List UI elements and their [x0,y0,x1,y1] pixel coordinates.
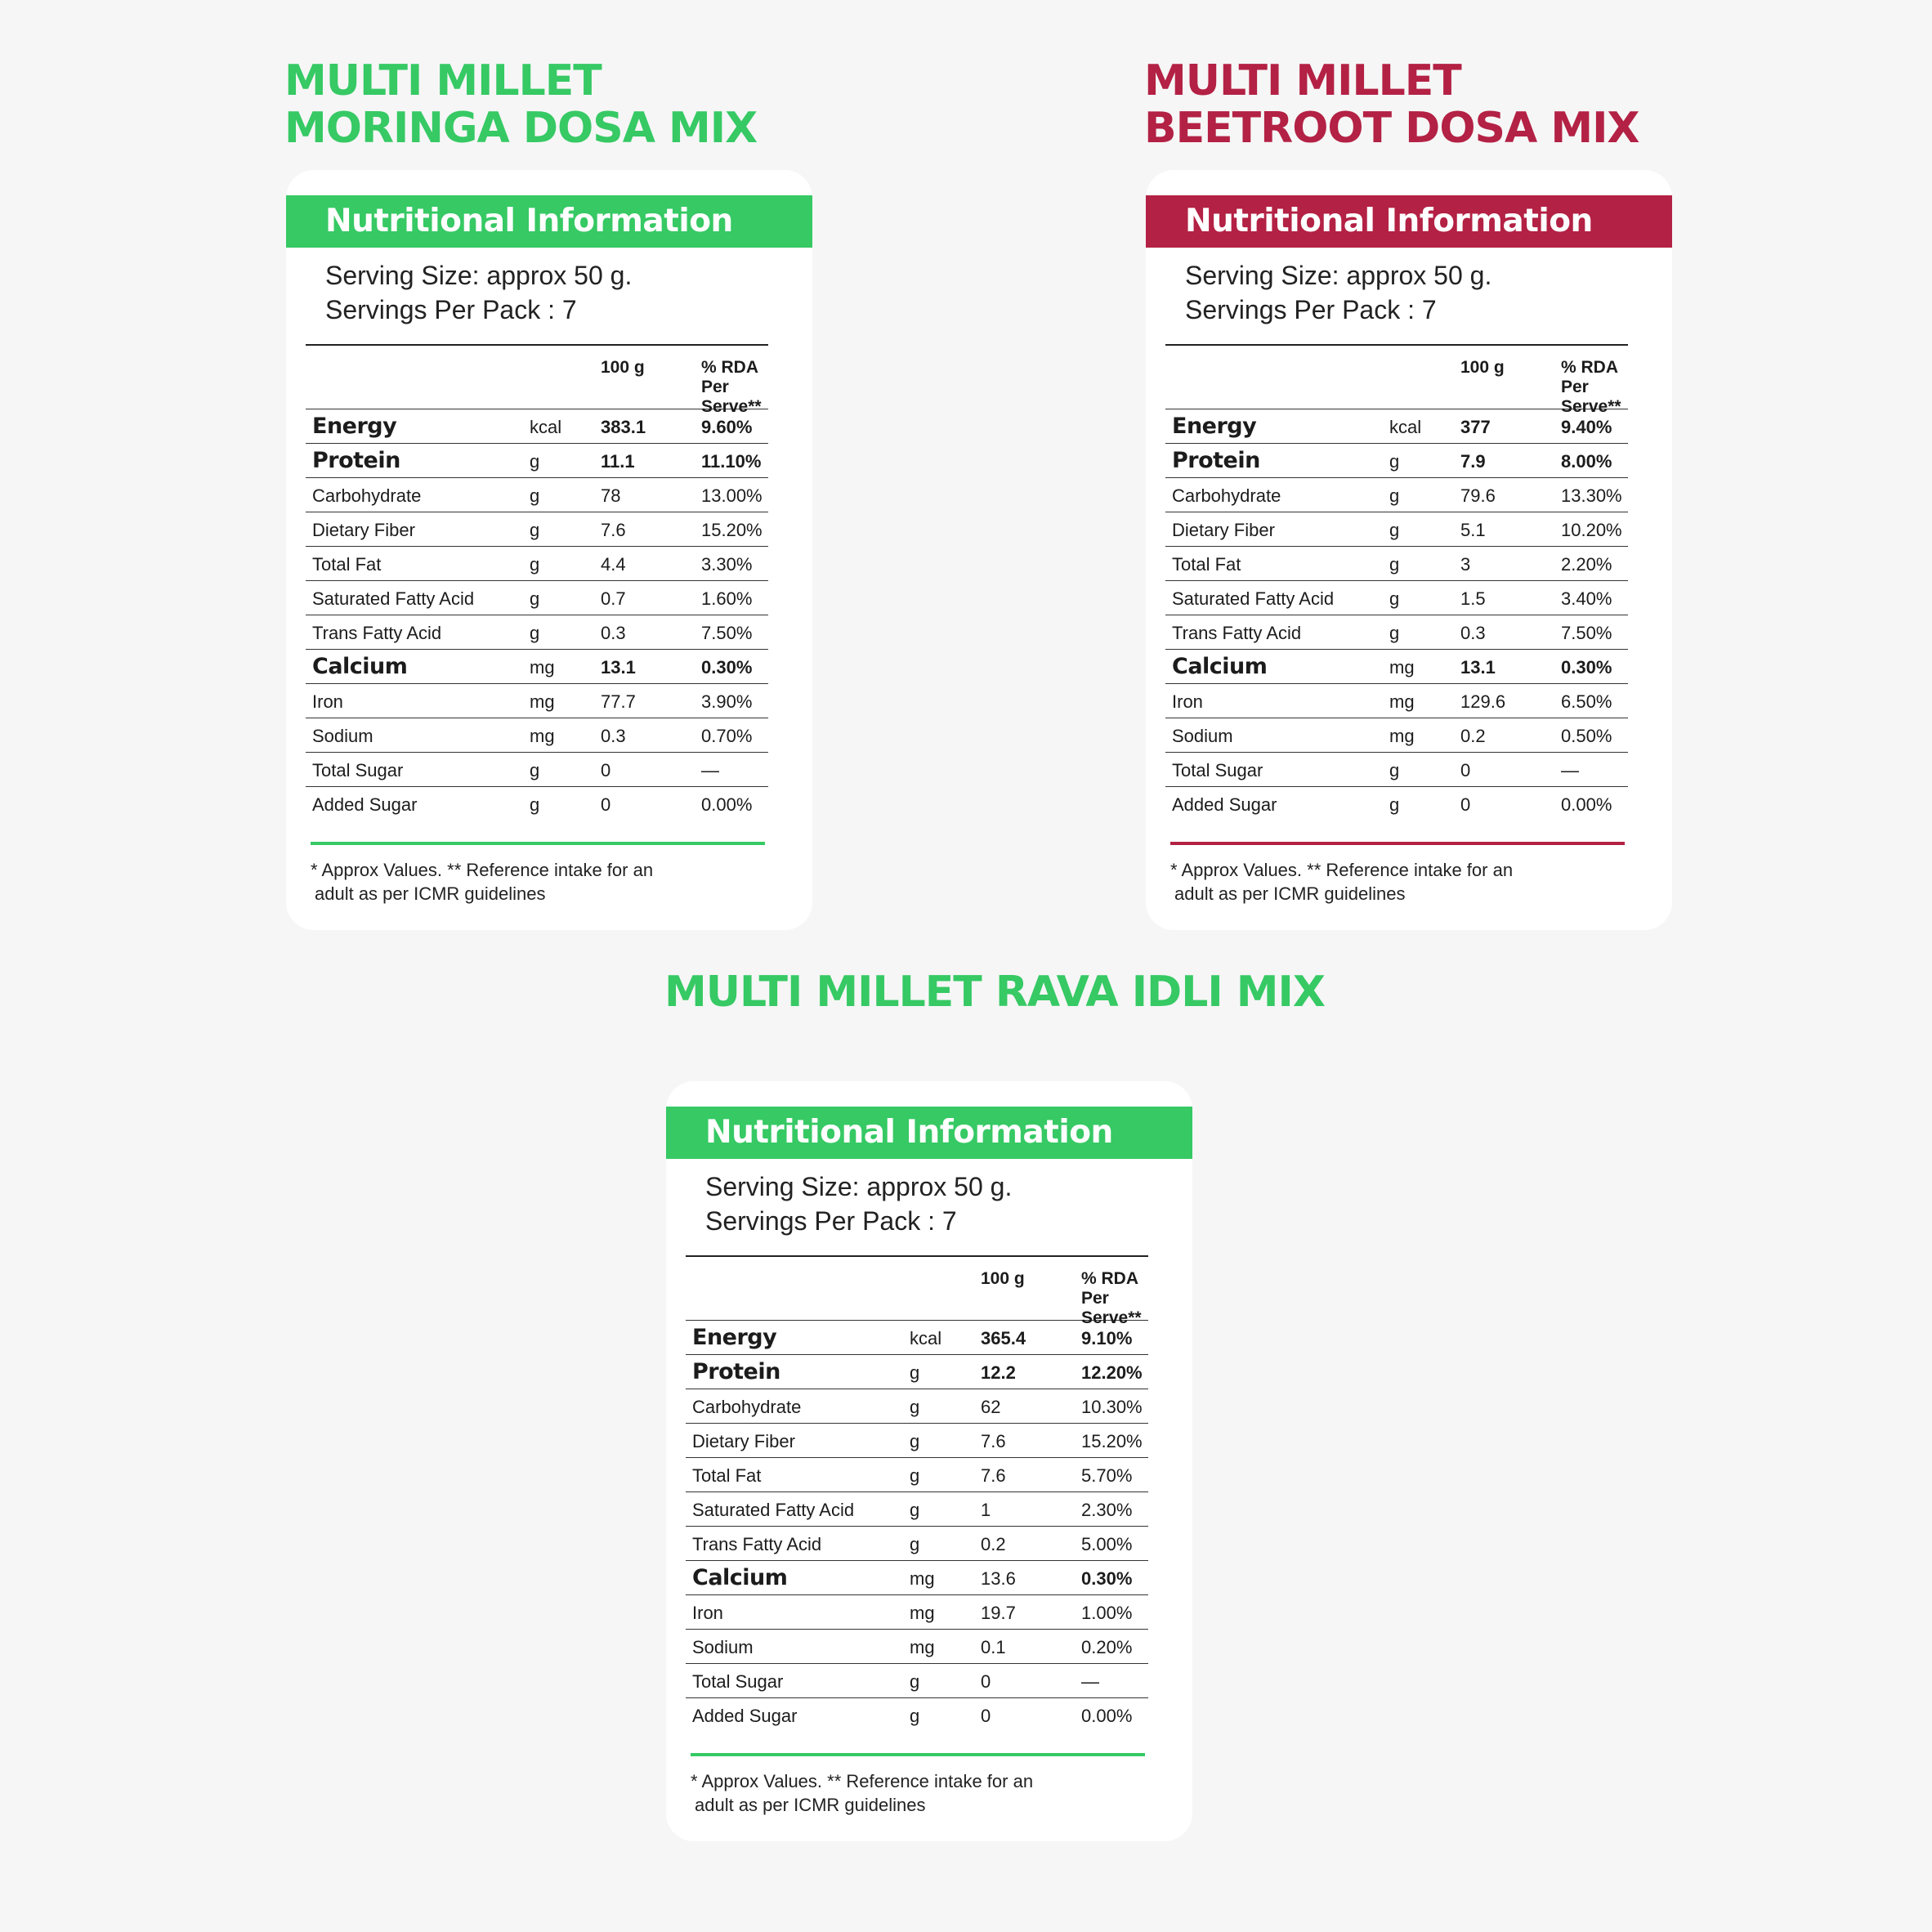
nutrient-unit: g [1389,554,1400,575]
product-title [1144,57,1639,152]
nutrient-name: Total Sugar [692,1671,784,1692]
nutrient-value: 0.7 [601,588,626,609]
serving-info [705,1169,1012,1238]
nutrient-value: 0 [601,794,611,815]
nutrient-rda: 0.30% [1561,657,1612,678]
nutrient-name: Iron [692,1603,723,1623]
servings-per-pack: Servings Per Pack : 7 [325,295,577,324]
nutrient-name: Saturated Fatty Acid [1172,588,1335,609]
footnote [1170,858,1513,906]
nutrient-value: 0.3 [601,623,626,643]
nutrient-name: Dietary Fiber [1172,520,1275,540]
nutrient-value: 19.7 [981,1603,1016,1623]
nutrient-value: 13.1 [1460,657,1496,678]
table-row-calcium [1165,650,1628,684]
nutrient-value: 12.2 [981,1362,1016,1383]
nutrient-value: 0.2 [1460,726,1486,746]
nutrient-rda: 13.30% [1561,485,1622,506]
nutrient-unit: mg [910,1603,935,1623]
column-header-rda: % RDA Per Serve** [1081,1269,1142,1327]
product-title-line1: MULTI MILLET [1144,56,1461,105]
table-row-total-fat [1165,547,1628,581]
nutrient-rda: 0.50% [1561,726,1612,746]
nutrient-name: Calcium [312,654,408,679]
nutrient-name: Carbohydrate [692,1397,802,1417]
table-header [1165,346,1628,416]
table-row-iron [686,1595,1148,1630]
nutrient-unit: mg [530,657,555,678]
nutrient-value: 4.4 [601,554,626,575]
nutrition-table [686,1255,1148,1732]
nutrition-card [286,170,812,930]
accent-divider [1170,842,1625,845]
nutrient-unit: g [530,794,540,815]
nutrient-unit: kcal [530,417,562,437]
column-header-rda: % RDA Per Serve** [701,358,762,416]
nutrient-unit: kcal [1389,417,1422,437]
accent-divider [311,842,765,845]
nutrient-value: 383.1 [601,417,646,437]
nutrient-unit: g [530,554,540,575]
nutrient-unit: g [1389,451,1400,472]
nutrient-name: Carbohydrate [312,485,422,506]
nutrient-rda: 15.20% [701,520,763,540]
nutrition-card [1146,170,1672,930]
product-title-line1: MULTI MILLET [284,56,602,105]
nutrient-rda: 5.70% [1081,1465,1133,1486]
nutrient-value: 5.1 [1460,520,1486,540]
table-row-calcium [686,1561,1148,1595]
nutrient-name: Total Fat [1172,554,1241,575]
nutrient-name: Total Sugar [312,760,404,780]
nutrient-name: Energy [692,1325,777,1350]
footnote [311,858,653,906]
product-title-line2: MORINGA DOSA MIX [284,104,758,153]
nutrient-rda: 15.20% [1081,1431,1143,1451]
table-row-iron [1165,684,1628,718]
nutrient-rda: 9.10% [1081,1328,1133,1348]
nutrient-name: Protein [1172,448,1260,473]
nutrient-name: Trans Fatty Acid [692,1534,822,1554]
nutrient-rda: 3.30% [701,554,753,575]
nutrient-unit: mg [1389,657,1415,678]
nutrient-value: 0.1 [981,1637,1006,1657]
nutrient-name: Energy [1172,414,1257,439]
nutrient-rda: 0.00% [1081,1706,1133,1726]
table-row-total-fat [686,1458,1148,1492]
servings-per-pack: Servings Per Pack : 7 [1185,295,1437,324]
nutrient-name: Dietary Fiber [312,520,415,540]
nutrient-rda: 0.70% [701,726,753,746]
nutrition-table [306,344,768,821]
footnote-line2: adult as per ICMR guidelines [1174,883,1406,904]
nutrient-name: Sodium [312,726,373,746]
nutrient-rda: 7.50% [701,623,753,643]
table-row-iron [306,684,768,718]
column-header-100g: 100 g [1460,358,1505,377]
column-header-100g: 100 g [601,358,645,377]
nutrient-unit: g [910,1465,920,1486]
nutrient-name: Protein [692,1359,780,1384]
nutrient-name: Iron [1172,691,1203,712]
nutrient-unit: mg [530,691,555,712]
nutrient-rda: 12.20% [1081,1362,1143,1383]
nutrient-value: 13.1 [601,657,636,678]
table-row-dietary-fiber [306,512,768,547]
serving-info [325,258,632,327]
nutrient-name: Total Fat [692,1465,762,1486]
nutrient-name: Protein [312,448,400,473]
nutrient-unit: g [530,451,540,472]
nutrient-rda: 0.30% [701,657,753,678]
nutrient-rda: 6.50% [1561,691,1612,712]
nutrient-unit: g [530,485,540,506]
nutrition-banner: Nutritional Information [286,195,812,248]
nutrient-name: Energy [312,414,397,439]
nutrient-unit: g [1389,588,1400,609]
nutrient-rda: 0.30% [1081,1568,1133,1589]
nutrient-unit: g [910,1397,920,1417]
table-row-sodium [1165,718,1628,753]
table-row-sodium [686,1630,1148,1664]
nutrient-unit: g [530,623,540,643]
table-row-saturated-fatty-acid [306,581,768,615]
product-title-line1: MULTI MILLET RAVA IDLI MIX [664,968,1325,1017]
nutrient-rda: 13.00% [701,485,763,506]
nutrient-rda: 1.60% [701,588,753,609]
nutrient-value: 0.2 [981,1534,1006,1554]
nutrient-rda: 10.20% [1561,520,1622,540]
servings-per-pack: Servings Per Pack : 7 [705,1206,957,1236]
nutrient-value: 62 [981,1397,1001,1417]
footnote-line1: * Approx Values. ** Reference intake for an [311,860,654,880]
table-row-sodium [306,718,768,753]
nutrition-banner: Nutritional Information [1146,195,1672,248]
nutrient-value: 78 [601,485,621,506]
nutrient-name: Trans Fatty Acid [1172,623,1302,643]
nutrient-rda: 3.40% [1561,588,1612,609]
table-row-dietary-fiber [686,1424,1148,1458]
nutrient-name: Saturated Fatty Acid [312,588,475,609]
nutrient-unit: g [910,1362,920,1383]
nutrient-unit: g [1389,623,1400,643]
nutrient-unit: mg [910,1637,935,1657]
table-row-dietary-fiber [1165,512,1628,547]
product-title-line2: BEETROOT DOSA MIX [1144,104,1639,153]
nutrient-name: Saturated Fatty Acid [692,1500,855,1520]
nutrient-rda: 7.50% [1561,623,1612,643]
table-row-total-sugar [306,753,768,787]
footnote-line1: * Approx Values. ** Reference intake for an [1170,860,1514,880]
nutrient-unit: g [1389,760,1400,780]
nutrient-unit: g [910,1534,920,1554]
nutrition-banner: Nutritional Information [666,1107,1192,1159]
table-row-added-sugar [686,1698,1148,1732]
nutrient-value: 0 [601,760,611,780]
nutrient-name: Calcium [692,1565,788,1590]
nutrient-rda: — [1081,1671,1099,1692]
nutrient-rda: 2.20% [1561,554,1612,575]
nutrient-rda: — [701,760,719,780]
table-row-energy [686,1321,1148,1355]
table-row-carbohydrate [1165,478,1628,512]
nutrient-unit: mg [530,726,555,746]
nutrient-rda: 9.60% [701,417,753,437]
nutrient-name: Total Sugar [1172,760,1263,780]
nutrient-value: 11.1 [601,451,635,472]
nutrient-value: 0 [981,1706,991,1726]
serving-size: Serving Size: approx 50 g. [1185,261,1492,290]
nutrient-value: 377 [1460,417,1491,437]
nutrient-value: 0.3 [1460,623,1486,643]
nutrient-name: Carbohydrate [1172,485,1281,506]
table-row-total-fat [306,547,768,581]
nutrient-rda: 1.00% [1081,1603,1133,1623]
table-row-carbohydrate [686,1389,1148,1424]
table-row-trans-fatty-acid [686,1527,1148,1561]
serving-size: Serving Size: approx 50 g. [325,261,633,290]
table-row-trans-fatty-acid [306,615,768,650]
serving-size: Serving Size: approx 50 g. [705,1172,1013,1201]
nutrient-name: Total Fat [312,554,382,575]
nutrient-name: Sodium [692,1637,754,1657]
nutrient-rda: 10.30% [1081,1397,1143,1417]
nutrient-value: 365.4 [981,1328,1026,1348]
table-row-energy [1165,409,1628,444]
nutrient-unit: g [530,520,540,540]
nutrition-table [1165,344,1628,821]
table-row-added-sugar [306,787,768,821]
nutrient-value: 1 [981,1500,991,1520]
nutrient-unit: g [910,1706,920,1726]
footnote-line2: adult as per ICMR guidelines [315,883,546,904]
nutrient-rda: 5.00% [1081,1534,1133,1554]
nutrient-value: 3 [1460,554,1471,575]
nutrient-rda: 3.90% [701,691,753,712]
accent-divider [691,1753,1145,1756]
table-row-protein [1165,444,1628,478]
nutrient-name: Calcium [1172,654,1268,679]
nutrition-card [666,1081,1192,1841]
nutrient-unit: g [530,588,540,609]
table-header [306,346,768,416]
nutrient-rda: — [1561,760,1579,780]
table-row-protein [686,1355,1148,1389]
footnote-line2: adult as per ICMR guidelines [695,1795,926,1815]
nutrient-rda: 0.00% [701,794,753,815]
nutrient-name: Iron [312,691,343,712]
product-title [284,57,757,152]
nutrient-value: 0 [1460,760,1471,780]
table-header [686,1257,1148,1327]
nutrient-rda: 0.20% [1081,1637,1133,1657]
nutrient-value: 7.6 [601,520,626,540]
nutrient-rda: 0.00% [1561,794,1612,815]
nutrient-rda: 8.00% [1561,451,1612,472]
nutrient-unit: g [1389,794,1400,815]
nutrient-value: 0.3 [601,726,626,746]
serving-info [1185,258,1491,327]
nutrient-unit: mg [1389,691,1415,712]
nutrient-unit: mg [1389,726,1415,746]
nutrient-value: 0 [1460,794,1471,815]
nutrient-unit: g [910,1671,920,1692]
nutrient-name: Added Sugar [692,1706,798,1726]
nutrient-unit: g [1389,485,1400,506]
table-row-energy [306,409,768,444]
table-row-saturated-fatty-acid [1165,581,1628,615]
nutrient-value: 0 [981,1671,991,1692]
nutrient-value: 7.9 [1460,451,1486,472]
nutrient-unit: g [910,1500,920,1520]
nutrient-rda: 2.30% [1081,1500,1133,1520]
nutrient-unit: mg [910,1568,935,1589]
table-row-saturated-fatty-acid [686,1492,1148,1527]
nutrient-value: 7.6 [981,1465,1006,1486]
table-row-total-sugar [1165,753,1628,787]
table-row-total-sugar [686,1664,1148,1698]
nutrient-rda: 9.40% [1561,417,1612,437]
nutrient-unit: g [530,760,540,780]
nutrient-value: 77.7 [601,691,636,712]
column-header-rda: % RDA Per Serve** [1561,358,1621,416]
table-row-protein [306,444,768,478]
nutrient-unit: g [910,1431,920,1451]
nutrient-name: Dietary Fiber [692,1431,795,1451]
nutrient-rda: 11.10% [701,451,762,472]
footnote-line1: * Approx Values. ** Reference intake for an [691,1771,1034,1791]
nutrient-unit: kcal [910,1328,942,1348]
nutrient-name: Added Sugar [312,794,418,815]
nutrient-name: Sodium [1172,726,1233,746]
table-row-calcium [306,650,768,684]
nutrient-value: 7.6 [981,1431,1006,1451]
footnote [691,1769,1033,1817]
table-row-added-sugar [1165,787,1628,821]
nutrient-name: Trans Fatty Acid [312,623,442,643]
nutrient-value: 1.5 [1460,588,1486,609]
nutrient-value: 129.6 [1460,691,1506,712]
product-title [664,968,1325,1016]
nutrient-value: 79.6 [1460,485,1496,506]
nutrient-value: 13.6 [981,1568,1016,1589]
nutrient-name: Added Sugar [1172,794,1277,815]
column-header-100g: 100 g [981,1269,1025,1288]
nutrient-unit: g [1389,520,1400,540]
table-row-carbohydrate [306,478,768,512]
table-row-trans-fatty-acid [1165,615,1628,650]
